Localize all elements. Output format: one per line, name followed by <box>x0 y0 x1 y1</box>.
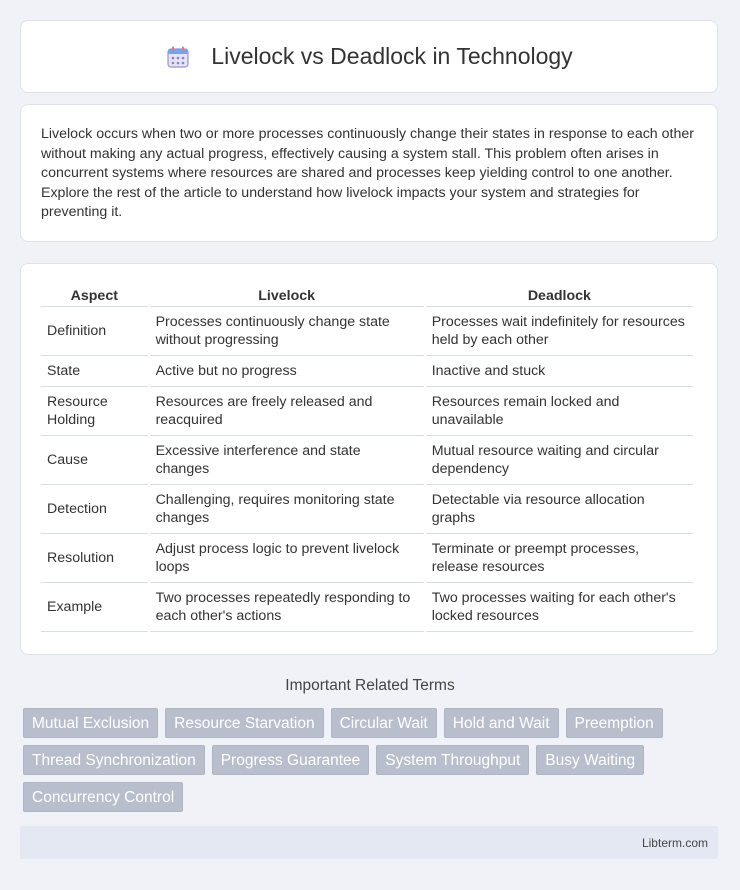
table-row <box>41 307 693 356</box>
related-term-tag[interactable]: Hold and Wait <box>444 708 559 738</box>
cell-aspect: Example <box>41 583 148 632</box>
page-title: Livelock vs Deadlock in Technology <box>211 43 573 69</box>
comparison-table <box>39 284 695 632</box>
cell-livelock: Resources are freely released and reacquired <box>150 387 424 436</box>
header-aspect: Aspect <box>41 284 148 307</box>
cell-livelock: Processes continuously change state without progressing <box>150 307 424 356</box>
table-row <box>41 534 693 583</box>
table-row <box>41 356 693 387</box>
cell-deadlock: Detectable via resource allocation graphs <box>426 485 693 534</box>
related-terms-list <box>23 708 713 812</box>
intro-card <box>20 104 718 242</box>
cell-deadlock: Two processes waiting for each other's locked resources <box>426 583 693 632</box>
footer <box>20 826 718 859</box>
footer-site-name[interactable]: Libterm.com <box>641 835 708 850</box>
cell-livelock: Adjust process logic to prevent livelock loops <box>150 534 424 583</box>
cell-aspect: Cause <box>41 436 148 485</box>
related-term-tag[interactable]: Mutual Exclusion <box>23 708 158 738</box>
cell-livelock: Two processes repeatedly responding to each other's actions <box>150 583 424 632</box>
cell-aspect: Definition <box>41 307 148 356</box>
cell-deadlock: Resources remain locked and unavailable <box>426 387 693 436</box>
cell-livelock: Challenging, requires monitoring state changes <box>150 485 424 534</box>
cell-aspect: Resource Holding <box>41 387 148 436</box>
cell-livelock: Active but no progress <box>150 356 424 387</box>
cell-deadlock: Inactive and stuck <box>426 356 693 387</box>
related-term-tag[interactable]: Circular Wait <box>331 708 437 738</box>
cell-deadlock: Processes wait indefinitely for resources held by each other <box>426 307 693 356</box>
cell-aspect: Resolution <box>41 534 148 583</box>
cell-livelock: Excessive interference and state changes <box>150 436 424 485</box>
related-term-tag[interactable]: Resource Starvation <box>165 708 323 738</box>
cell-deadlock: Mutual resource waiting and circular dependency <box>426 436 693 485</box>
comparison-card <box>20 263 718 655</box>
calendar-icon <box>165 44 191 70</box>
intro-paragraph: Livelock occurs when two or more processes continuously change their states in response to each other without making any actual progress, effectively causing a system stall. This problem often arises in concurrent systems where resources are shared and processes keep yielding control to one another. Explore the rest of the article to understand how livelock impacts your system and strategies for preventing it. <box>41 126 694 220</box>
table-row <box>41 387 693 436</box>
related-term-tag[interactable]: System Throughput <box>376 745 529 775</box>
related-term-tag[interactable]: Thread Synchronization <box>23 745 205 775</box>
cell-aspect: State <box>41 356 148 387</box>
cell-deadlock: Terminate or preempt processes, release resources <box>426 534 693 583</box>
table-row <box>41 583 693 632</box>
table-row <box>41 436 693 485</box>
cell-aspect: Detection <box>41 485 148 534</box>
title-card <box>20 20 718 93</box>
header-deadlock: Deadlock <box>426 284 693 307</box>
related-term-tag[interactable]: Progress Guarantee <box>212 745 370 775</box>
header-livelock: Livelock <box>150 284 424 307</box>
related-term-tag[interactable]: Preemption <box>566 708 663 738</box>
table-row <box>41 485 693 534</box>
related-term-tag[interactable]: Concurrency Control <box>23 782 183 812</box>
related-term-tag[interactable]: Busy Waiting <box>536 745 644 775</box>
table-header-row <box>41 284 693 307</box>
related-terms-title: Important Related Terms <box>285 677 455 694</box>
